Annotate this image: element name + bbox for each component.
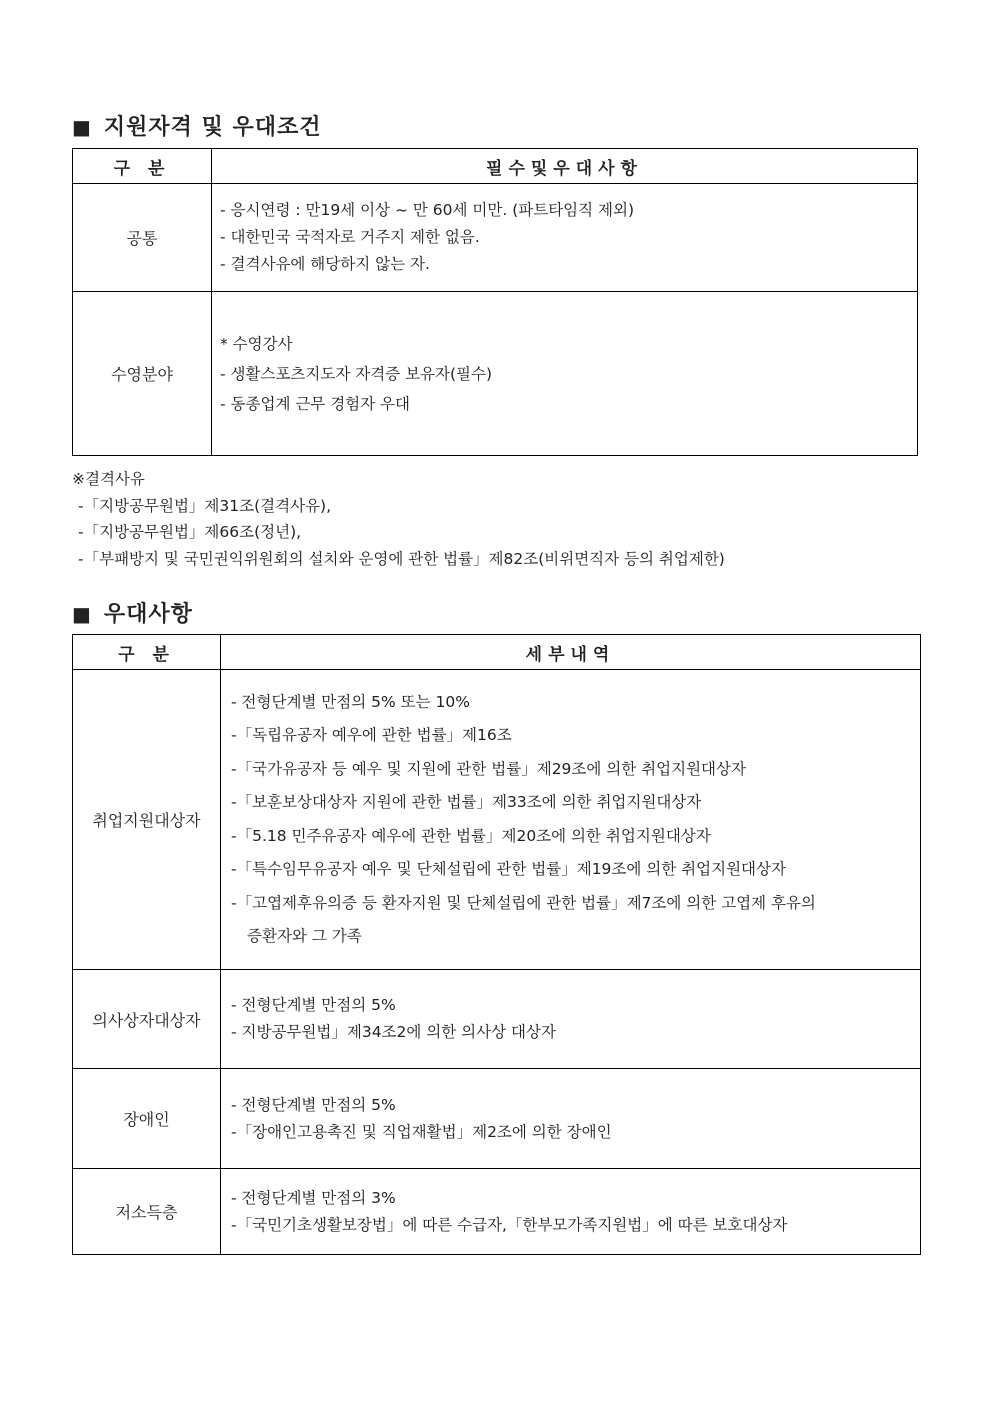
detail-line: -「독립유공자 예우에 관한 법률」제16조: [231, 726, 512, 744]
table-header-row: [73, 635, 921, 670]
table-row: [73, 1069, 921, 1169]
detail-line: - 동종업계 근무 경험자 우대: [220, 394, 411, 413]
square-bullet-icon: ■: [72, 602, 92, 626]
row-details: [212, 184, 918, 292]
section-title-qualifications: [72, 110, 322, 141]
row-details: [221, 670, 921, 970]
section-title-preferences: [72, 597, 193, 628]
table-row: [73, 1169, 921, 1255]
detail-line: - 전형단계별 만점의 5%: [231, 996, 396, 1014]
table-row: [73, 292, 918, 456]
row-details: [221, 970, 921, 1069]
note-line: -「부패방지 및 국민권익위원회의 설치와 운영에 관한 법률」제82조(비위면직자 등의 취업제한): [78, 549, 725, 568]
table-row: [73, 670, 921, 970]
row-category: 의사상자대상자: [73, 970, 221, 1069]
detail-line: -「국민기초생활보장법」에 따른 수급자,「한부모가족지원법」에 따른 보호대상자: [231, 1215, 788, 1234]
qualifications-table: [72, 148, 918, 456]
header-requirements: 필수및우대사항: [212, 149, 918, 184]
detail-line: - 전형단계별 만점의 5%: [231, 1095, 396, 1114]
row-category: 저소득층: [73, 1169, 221, 1255]
section-title-text: 우대사항: [103, 602, 193, 627]
detail-line: * 수영강사: [220, 334, 293, 353]
detail-line: - 응시연령 : 만19세 이상 ~ 만 60세 미만. (파트타임직 제외): [220, 201, 635, 219]
detail-line: -「국가유공자 등 예우 및 지원에 관한 법률」제29조에 의한 취업지원대상자: [231, 759, 746, 778]
table-row: [73, 970, 921, 1069]
detail-line: -「특수임무유공자 예우 및 단체설립에 관한 법률」제19조에 의한 취업지원대상자: [231, 860, 786, 878]
detail-line: -「장애인고용촉진 및 직업재활법」제2조에 의한 장애인: [231, 1122, 612, 1141]
row-category: 취업지원대상자: [73, 670, 221, 970]
detail-line: - 대한민국 국적자로 거주지 제한 없음.: [220, 228, 480, 246]
detail-line: -「고엽제후유의증 등 환자지원 및 단체설립에 관한 법률」제7조에 의한 고엽제 후유의: [231, 893, 816, 912]
section-title-text: 지원자격 및 우대조건: [103, 115, 322, 140]
preferences-table: [72, 634, 921, 1255]
table-row: [73, 184, 918, 292]
disqualification-notes: [72, 466, 725, 572]
notes-title: ※결격사유: [72, 470, 145, 488]
detail-line: - 전형단계별 만점의 3%: [231, 1188, 396, 1207]
detail-line: - 생활스포츠지도자 자격증 보유자(필수): [220, 364, 493, 383]
detail-line: - 지방공무원법」제34조2에 의한 의사상 대상자: [231, 1023, 556, 1041]
detail-line: - 결격사유에 해당하지 않는 자.: [220, 255, 430, 273]
detail-line: -「5.18 민주유공자 예우에 관한 법률」제20조에 의한 취업지원대상자: [231, 826, 711, 845]
row-details: [221, 1069, 921, 1169]
row-category: 장애인: [73, 1069, 221, 1169]
detail-line: - 전형단계별 만점의 5% 또는 10%: [231, 692, 470, 711]
header-category: 구 분: [73, 635, 221, 670]
detail-line: -「보훈보상대상자 지원에 관한 법률」제33조에 의한 취업지원대상자: [231, 793, 702, 811]
row-details: [212, 292, 918, 456]
row-category: 수영분야: [73, 292, 212, 456]
table-header-row: [73, 149, 918, 184]
detail-line: 증환자와 그 가족: [247, 927, 362, 945]
header-details: 세부내역: [221, 635, 921, 670]
row-category: 공통: [73, 184, 212, 292]
row-details: [221, 1169, 921, 1255]
square-bullet-icon: ■: [72, 115, 92, 139]
header-category: 구 분: [73, 149, 212, 184]
note-line: -「지방공무원법」제66조(정년),: [78, 523, 302, 541]
note-line: -「지방공무원법」제31조(결격사유),: [78, 496, 332, 515]
